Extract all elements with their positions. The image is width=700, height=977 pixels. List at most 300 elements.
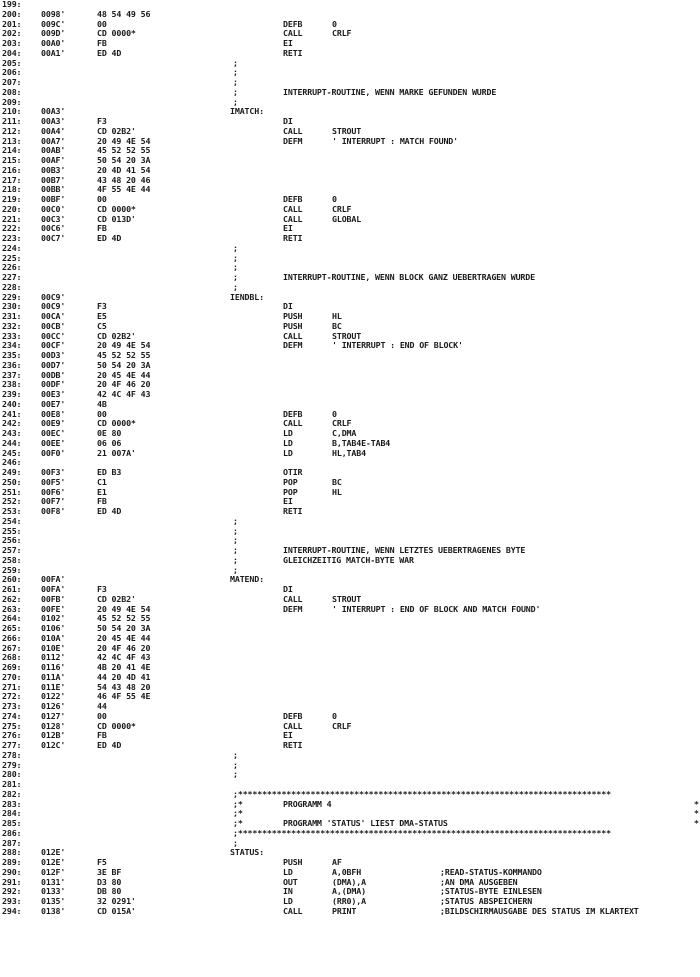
line-number: 256: <box>2 535 22 546</box>
line-number: 213: <box>2 135 22 146</box>
address: 00EC' <box>41 428 66 438</box>
object-code: FB <box>97 223 107 234</box>
line-number: 253: <box>2 506 22 516</box>
comment-marker: ;***************************************************************************** <box>233 788 611 799</box>
mnemonic: LD <box>283 428 293 438</box>
line-number: 283: <box>2 798 22 809</box>
object-code: 20 49 4E 54 <box>97 135 151 146</box>
address: 012E' <box>41 857 66 867</box>
comment-marker: ; <box>233 96 238 107</box>
operand: BC <box>332 476 342 487</box>
mnemonic: RETI <box>283 740 303 750</box>
comment-marker: ; <box>233 545 238 555</box>
comment-marker: ; <box>233 77 238 87</box>
line-number: 207: <box>2 77 22 87</box>
line-number: 271: <box>2 681 22 692</box>
address: 00CA' <box>41 311 66 321</box>
object-code: CD 02B2' <box>97 330 136 341</box>
object-code: 06 06 <box>97 437 122 448</box>
line-number: 259: <box>2 564 22 575</box>
line-number: 279: <box>2 759 22 770</box>
object-code: FB <box>97 496 107 507</box>
listing-line <box>0 507 700 517</box>
object-code: CD 0000* <box>97 720 136 731</box>
mnemonic: OTIR <box>283 467 303 477</box>
mnemonic: IN <box>283 886 293 897</box>
object-code: 21 007A' <box>97 447 136 458</box>
comment-marker: ;* <box>233 798 243 809</box>
operand: STROUT <box>332 330 362 341</box>
comment-marker: ;***************************************************************************** <box>233 827 611 838</box>
line-number: 221: <box>2 213 22 224</box>
mnemonic: CALL <box>283 125 303 136</box>
address: 00F0' <box>41 447 66 458</box>
object-code: C1 <box>97 476 107 487</box>
address: 0138' <box>41 905 66 916</box>
operand: STROUT <box>332 593 362 604</box>
listing-line <box>0 273 700 283</box>
mnemonic: CALL <box>283 720 303 731</box>
object-code: F3 <box>97 584 107 594</box>
operand: C,DMA <box>332 428 357 438</box>
object-code: 44 20 4D 41 <box>97 671 151 682</box>
object-code: CD 0000* <box>97 203 136 214</box>
line-number: 240: <box>2 398 22 409</box>
label: STATUS: <box>230 847 264 858</box>
mnemonic: RETI <box>283 233 303 243</box>
operand: PRINT <box>332 905 357 916</box>
line-number: 224: <box>2 242 22 253</box>
address: 010E' <box>41 642 66 653</box>
mnemonic: RETI <box>283 47 303 58</box>
line-number: 293: <box>2 896 22 906</box>
object-code: 32 0291' <box>97 896 136 906</box>
listing-line <box>0 566 700 576</box>
object-code: DB 80 <box>97 886 122 897</box>
line-number: 289: <box>2 857 22 867</box>
mnemonic: CALL <box>283 593 303 604</box>
line-number: 281: <box>2 779 22 789</box>
object-code: 50 54 20 3A <box>97 359 151 370</box>
listing-line <box>0 98 700 108</box>
line-number: 268: <box>2 652 22 663</box>
line-number: 254: <box>2 515 22 526</box>
object-code: 4F 55 4E 44 <box>97 184 151 195</box>
operand: GLOBAL <box>332 213 362 224</box>
line-number: 204: <box>2 47 22 58</box>
line-number: 210: <box>2 106 22 117</box>
mnemonic: CALL <box>283 203 303 214</box>
mnemonic: CALL <box>283 213 303 224</box>
line-number: 209: <box>2 96 22 107</box>
address: 0135' <box>41 896 66 906</box>
mnemonic: DEFM <box>283 135 303 146</box>
comment-marker: ; <box>233 837 238 848</box>
address: 00E9' <box>41 418 66 429</box>
object-code: 45 52 52 55 <box>97 350 151 360</box>
listing-line <box>0 244 700 254</box>
operand: ' INTERRUPT : END OF BLOCK' <box>332 340 463 351</box>
address: 0102' <box>41 613 66 624</box>
object-code: 4B 20 41 4E <box>97 662 151 672</box>
line-number: 246: <box>2 457 22 468</box>
line-number: 226: <box>2 262 22 273</box>
line-number: 237: <box>2 369 22 380</box>
address: 00B3' <box>41 164 66 175</box>
line-number: 236: <box>2 359 22 370</box>
object-code: CD 013D' <box>97 213 136 224</box>
line-number: 216: <box>2 164 22 175</box>
comment-marker: ; <box>233 86 238 97</box>
object-code: 42 4C 4F 43 <box>97 652 151 663</box>
line-number: 212: <box>2 125 22 136</box>
comment: ;AN DMA AUSGEBEN <box>440 876 518 887</box>
address: 00A7' <box>41 135 66 146</box>
listing-line <box>0 88 700 98</box>
address: 009D' <box>41 28 66 39</box>
mnemonic: DEFB <box>283 18 303 29</box>
line-number: 275: <box>2 720 22 731</box>
line-number: 230: <box>2 301 22 312</box>
line-number: 292: <box>2 886 22 897</box>
object-code: 0E 80 <box>97 428 122 438</box>
listing-line <box>0 254 700 264</box>
object-code: 3E BF <box>97 866 122 877</box>
address: 00BF' <box>41 194 66 204</box>
comment-box-edge: * <box>694 818 699 828</box>
mnemonic: DI <box>283 584 293 594</box>
address: 00A4' <box>41 125 66 136</box>
listing-line <box>0 829 700 839</box>
mnemonic: PROGRAMM 'STATUS' LIEST DMA-STATUS <box>283 818 448 828</box>
object-code: CD 02B2' <box>97 593 136 604</box>
line-number: 294: <box>2 905 22 916</box>
line-number: 257: <box>2 545 22 555</box>
listing-line <box>0 449 700 459</box>
address: 00CB' <box>41 320 66 331</box>
object-code: 00 <box>97 710 107 721</box>
line-number: 242: <box>2 418 22 429</box>
mnemonic: CALL <box>283 418 303 429</box>
mnemonic: EI <box>283 223 293 234</box>
line-number: 282: <box>2 788 22 799</box>
line-number: 232: <box>2 320 22 331</box>
object-code: 20 49 4E 54 <box>97 340 151 351</box>
object-code: 50 54 20 3A <box>97 623 151 633</box>
mnemonic: DEFM <box>283 603 303 614</box>
mnemonic: DEFB <box>283 194 303 204</box>
mnemonic: PROGRAMM 4 <box>283 798 332 809</box>
address: 00FB' <box>41 593 66 604</box>
operand: ' INTERRUPT : MATCH FOUND' <box>332 135 458 146</box>
line-number: 251: <box>2 486 22 497</box>
mnemonic: EI <box>283 496 293 507</box>
comment: ;STATUS-BYTE EINLESEN <box>440 886 542 897</box>
address: 00D7' <box>41 359 66 370</box>
comment-marker: ; <box>233 759 238 770</box>
operand: 0 <box>332 194 337 204</box>
line-number: 264: <box>2 613 22 624</box>
mnemonic: INTERRUPT-ROUTINE, WENN MARKE GEFUNDEN WURDE <box>283 86 497 97</box>
line-number: 205: <box>2 57 22 68</box>
operand: A,0BFH <box>332 866 362 877</box>
mnemonic: EI <box>283 38 293 48</box>
address: 00F6' <box>41 486 66 497</box>
operand: HL <box>332 486 342 497</box>
line-number: 218: <box>2 184 22 195</box>
object-code: ED 4D <box>97 47 122 58</box>
mnemonic: LD <box>283 447 293 458</box>
object-code: 00 <box>97 408 107 419</box>
address: 0112' <box>41 652 66 663</box>
comment-marker: ; <box>233 564 238 575</box>
address: 010A' <box>41 632 66 643</box>
listing-line <box>0 283 700 293</box>
address: 00A3' <box>41 106 66 117</box>
object-code: ED B3 <box>97 467 122 477</box>
mnemonic: GLEICHZEITIG MATCH-BYTE WAR <box>283 554 414 565</box>
line-number: 217: <box>2 174 22 185</box>
operand: HL <box>332 311 342 321</box>
operand: 0 <box>332 408 337 419</box>
label: MATEND: <box>230 574 264 585</box>
line-number: 287: <box>2 837 22 848</box>
listing-line <box>0 770 700 780</box>
listing-line <box>0 790 700 800</box>
address: 00F3' <box>41 467 66 477</box>
object-code: 44 <box>97 701 107 711</box>
listing-line <box>0 800 700 810</box>
line-number: 262: <box>2 593 22 604</box>
line-number: 261: <box>2 584 22 594</box>
address: 00DB' <box>41 369 66 380</box>
line-number: 272: <box>2 691 22 702</box>
mnemonic: CALL <box>283 330 303 341</box>
line-number: 214: <box>2 145 22 156</box>
operand: (RR0),A <box>332 896 366 906</box>
operand: CRLF <box>332 203 352 214</box>
object-code: 20 45 4E 44 <box>97 369 151 380</box>
line-number: 276: <box>2 730 22 741</box>
listing-line <box>0 234 700 244</box>
address: 012F' <box>41 866 66 877</box>
line-number: 267: <box>2 642 22 653</box>
address: 00FA' <box>41 574 66 585</box>
object-code: F5 <box>97 857 107 867</box>
object-code: 50 54 20 3A <box>97 155 151 165</box>
line-number: 260: <box>2 574 22 585</box>
object-code: 54 43 48 20 <box>97 681 151 692</box>
line-number: 222: <box>2 223 22 234</box>
line-number: 269: <box>2 662 22 672</box>
address: 0106' <box>41 623 66 633</box>
line-number: 228: <box>2 281 22 292</box>
address: 00FE' <box>41 603 66 614</box>
comment: ;STATUS ABSPEICHERN <box>440 896 533 906</box>
line-number: 258: <box>2 554 22 565</box>
address: 00FA' <box>41 584 66 594</box>
line-number: 225: <box>2 252 22 263</box>
mnemonic: POP <box>283 486 298 497</box>
mnemonic: CALL <box>283 28 303 39</box>
object-code: 45 52 52 55 <box>97 613 151 624</box>
comment-marker: ; <box>233 57 238 68</box>
mnemonic: LD <box>283 896 293 906</box>
address: 00F8' <box>41 506 66 516</box>
operand: CRLF <box>332 418 352 429</box>
address: 00C9' <box>41 301 66 312</box>
line-number: 239: <box>2 389 22 399</box>
address: 00AB' <box>41 145 66 156</box>
line-number: 211: <box>2 116 22 126</box>
object-code: C5 <box>97 320 107 331</box>
operand: 0 <box>332 18 337 29</box>
operand: BC <box>332 320 342 331</box>
line-number: 250: <box>2 476 22 487</box>
line-number: 234: <box>2 340 22 351</box>
address: 0131' <box>41 876 66 887</box>
mnemonic: DI <box>283 301 293 312</box>
line-number: 238: <box>2 379 22 390</box>
comment: ;READ-STATUS-KOMMANDO <box>440 866 542 877</box>
address: 00EE' <box>41 437 66 448</box>
operand: HL,TAB4 <box>332 447 366 458</box>
line-number: 206: <box>2 67 22 78</box>
line-number: 280: <box>2 769 22 780</box>
mnemonic: PUSH <box>283 320 303 331</box>
line-number: 231: <box>2 311 22 321</box>
line-number: 244: <box>2 437 22 448</box>
label: IENDBL: <box>230 291 264 302</box>
listing-line <box>0 907 700 917</box>
address: 00A0' <box>41 38 66 48</box>
address: 00C9' <box>41 291 66 302</box>
mnemonic: PUSH <box>283 857 303 867</box>
listing-line <box>0 49 700 59</box>
comment-marker: ; <box>233 67 238 78</box>
address: 00C3' <box>41 213 66 224</box>
address: 00A1' <box>41 47 66 58</box>
address: 00D3' <box>41 350 66 360</box>
line-number: 215: <box>2 155 22 165</box>
operand: (DMA),A <box>332 876 366 887</box>
line-number: 202: <box>2 28 22 39</box>
address: 011E' <box>41 681 66 692</box>
line-number: 252: <box>2 496 22 507</box>
mnemonic: DI <box>283 116 293 126</box>
listing-line <box>0 59 700 69</box>
line-number: 270: <box>2 671 22 682</box>
address: 0116' <box>41 662 66 672</box>
object-code: 20 4F 46 20 <box>97 642 151 653</box>
line-number: 227: <box>2 272 22 282</box>
mnemonic: OUT <box>283 876 298 887</box>
line-number: 277: <box>2 740 22 750</box>
line-number: 199: <box>2 0 22 9</box>
operand: A,(DMA) <box>332 886 366 897</box>
address: 00F7' <box>41 496 66 507</box>
line-number: 203: <box>2 38 22 48</box>
listing-line <box>0 761 700 771</box>
listing-line <box>0 741 700 751</box>
listing-line <box>0 751 700 761</box>
comment-marker: ; <box>233 281 238 292</box>
object-code: 20 49 4E 54 <box>97 603 151 614</box>
mnemonic: RETI <box>283 506 303 516</box>
object-code: CD 0000* <box>97 418 136 429</box>
address: 012B' <box>41 730 66 741</box>
object-code: CD 0000* <box>97 28 136 39</box>
comment-marker: ; <box>233 535 238 546</box>
mnemonic: EI <box>283 730 293 741</box>
line-number: 288: <box>2 847 22 858</box>
address: 009C' <box>41 18 66 29</box>
object-code: 20 45 4E 44 <box>97 632 151 643</box>
line-number: 286: <box>2 827 22 838</box>
comment-marker: ; <box>233 515 238 526</box>
mnemonic: POP <box>283 476 298 487</box>
comment-box-edge: * <box>694 808 699 819</box>
address: 00F5' <box>41 476 66 487</box>
object-code: 4B <box>97 398 107 409</box>
operand: CRLF <box>332 28 352 39</box>
object-code: 00 <box>97 194 107 204</box>
mnemonic: DEFM <box>283 340 303 351</box>
object-code: 46 4F 55 4E <box>97 691 151 702</box>
address: 00A3' <box>41 116 66 126</box>
line-number: 274: <box>2 710 22 721</box>
object-code: ED 4D <box>97 740 122 750</box>
line-number: 219: <box>2 194 22 204</box>
address: 00E7' <box>41 398 66 409</box>
line-number: 229: <box>2 291 22 302</box>
line-number: 245: <box>2 447 22 458</box>
line-number: 235: <box>2 350 22 360</box>
object-code: 00 <box>97 18 107 29</box>
comment-marker: ; <box>233 554 238 565</box>
address: 012E' <box>41 847 66 858</box>
address: 00CC' <box>41 330 66 341</box>
address: 00C6' <box>41 223 66 234</box>
mnemonic: PUSH <box>283 311 303 321</box>
address: 011A' <box>41 671 66 682</box>
comment: ;BILDSCHIRMAUSGABE DES STATUS IM KLARTEXT <box>440 905 639 916</box>
line-number: 285: <box>2 818 22 828</box>
mnemonic: INTERRUPT-ROUTINE, WENN BLOCK GANZ UEBERTRAGEN WURDE <box>283 272 535 282</box>
line-number: 243: <box>2 428 22 438</box>
line-number: 208: <box>2 86 22 97</box>
listing-line <box>0 839 700 849</box>
line-number: 249: <box>2 467 22 477</box>
line-number: 241: <box>2 408 22 419</box>
line-number: 255: <box>2 525 22 536</box>
object-code: FB <box>97 730 107 741</box>
object-code: D3 80 <box>97 876 122 887</box>
object-code: ED 4D <box>97 506 122 516</box>
address: 0098' <box>41 8 66 19</box>
mnemonic: LD <box>283 437 293 448</box>
object-code: CD 015A' <box>97 905 136 916</box>
object-code: CD 02B2' <box>97 125 136 136</box>
line-number: 220: <box>2 203 22 214</box>
object-code: 20 4D 41 54 <box>97 164 151 175</box>
line-number: 201: <box>2 18 22 29</box>
comment-marker: ; <box>233 525 238 536</box>
operand: STROUT <box>332 125 362 136</box>
line-number: 284: <box>2 808 22 819</box>
line-number: 263: <box>2 603 22 614</box>
line-number: 266: <box>2 632 22 643</box>
